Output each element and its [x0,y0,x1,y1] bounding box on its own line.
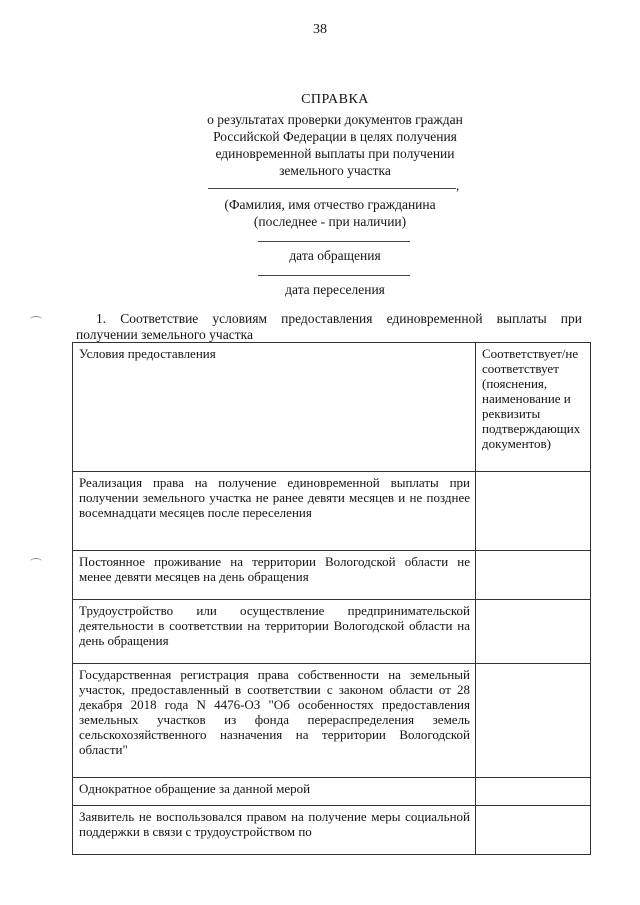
compliance-cell[interactable] [476,806,591,855]
page-number: 38 [313,22,327,37]
name-caption-line: (последнее - при наличии) [253,214,407,229]
document-title: СПРАВКА [301,92,369,107]
condition-cell: Однократное обращение за данной мерой [73,778,476,806]
header-compliance-line: соответствует [482,361,559,376]
header-conditions: Условия предоставления [73,343,476,472]
subtitle-line: единовременной выплаты при получении [215,146,455,161]
section-heading: 1. Соответствие условиям предоставления единовременной выплаты при получении земельного участка [76,311,582,342]
condition-cell: Реализация права на получение единовременной выплаты при получении земельного участка не ранее девяти месяцев и не позднее восемнадцати месяцев после переселения [73,472,476,551]
condition-cell: Трудоустройство или осуществление предпринимательской деятельности в соответствии на территории Вологодской области на день обращения [73,600,476,664]
date-resettlement-caption: дата переселения [285,282,385,297]
margin-mark [30,316,42,323]
table-row [73,778,591,806]
compliance-cell[interactable] [476,551,591,600]
subtitle-line: о результатах проверки документов граждан [207,112,463,127]
compliance-cell[interactable] [476,664,591,778]
table-row [73,600,591,664]
table-row [73,806,591,855]
header-compliance-line: подтверждающих [482,421,581,436]
condition-cell: Постоянное проживание на территории Вологодской области не менее девяти месяцев на день обращения [73,551,476,600]
table-row [73,664,591,778]
date-request-fill-line [258,240,410,242]
compliance-cell[interactable] [476,778,591,806]
document-subtitle [175,111,495,179]
subtitle-line: земельного участка [279,163,391,178]
name-fill-line [208,176,456,189]
header-compliance-line: (пояснения, [482,376,548,391]
header-compliance [476,343,591,472]
table-row [73,472,591,551]
name-caption-line: (Фамилия, имя отчество гражданина [224,197,436,212]
compliance-cell[interactable] [476,600,591,664]
name-caption [190,196,470,230]
conditions-table [72,342,591,855]
header-compliance-line: реквизиты [482,406,541,421]
condition-cell: Государственная регистрация права собственности на земельный участок, предоставленный в соответствии с законом области от 28 декабря 2018 года N 4476-ОЗ "Об особенностях предоставления земельных участков из фонда перераспределения земель сельскохозяйственного назначения на территории Вологодской области" [73,664,476,778]
subtitle-line: Российской Федерации в целях получения [213,129,457,144]
table-header-row [73,343,591,472]
condition-cell: Заявитель не воспользовался правом на получение меры социальной поддержки в связи с трудоустройством по [73,806,476,855]
margin-mark [30,558,42,565]
table-row [73,551,591,600]
header-compliance-line: наименование и [482,391,571,406]
date-resettlement-fill-line [258,274,410,276]
date-request-caption: дата обращения [289,248,381,263]
compliance-cell[interactable] [476,472,591,551]
name-fill-comma: , [456,178,460,193]
header-compliance-line: документов) [482,436,552,451]
header-compliance-line: Соответствует/не [482,346,579,361]
